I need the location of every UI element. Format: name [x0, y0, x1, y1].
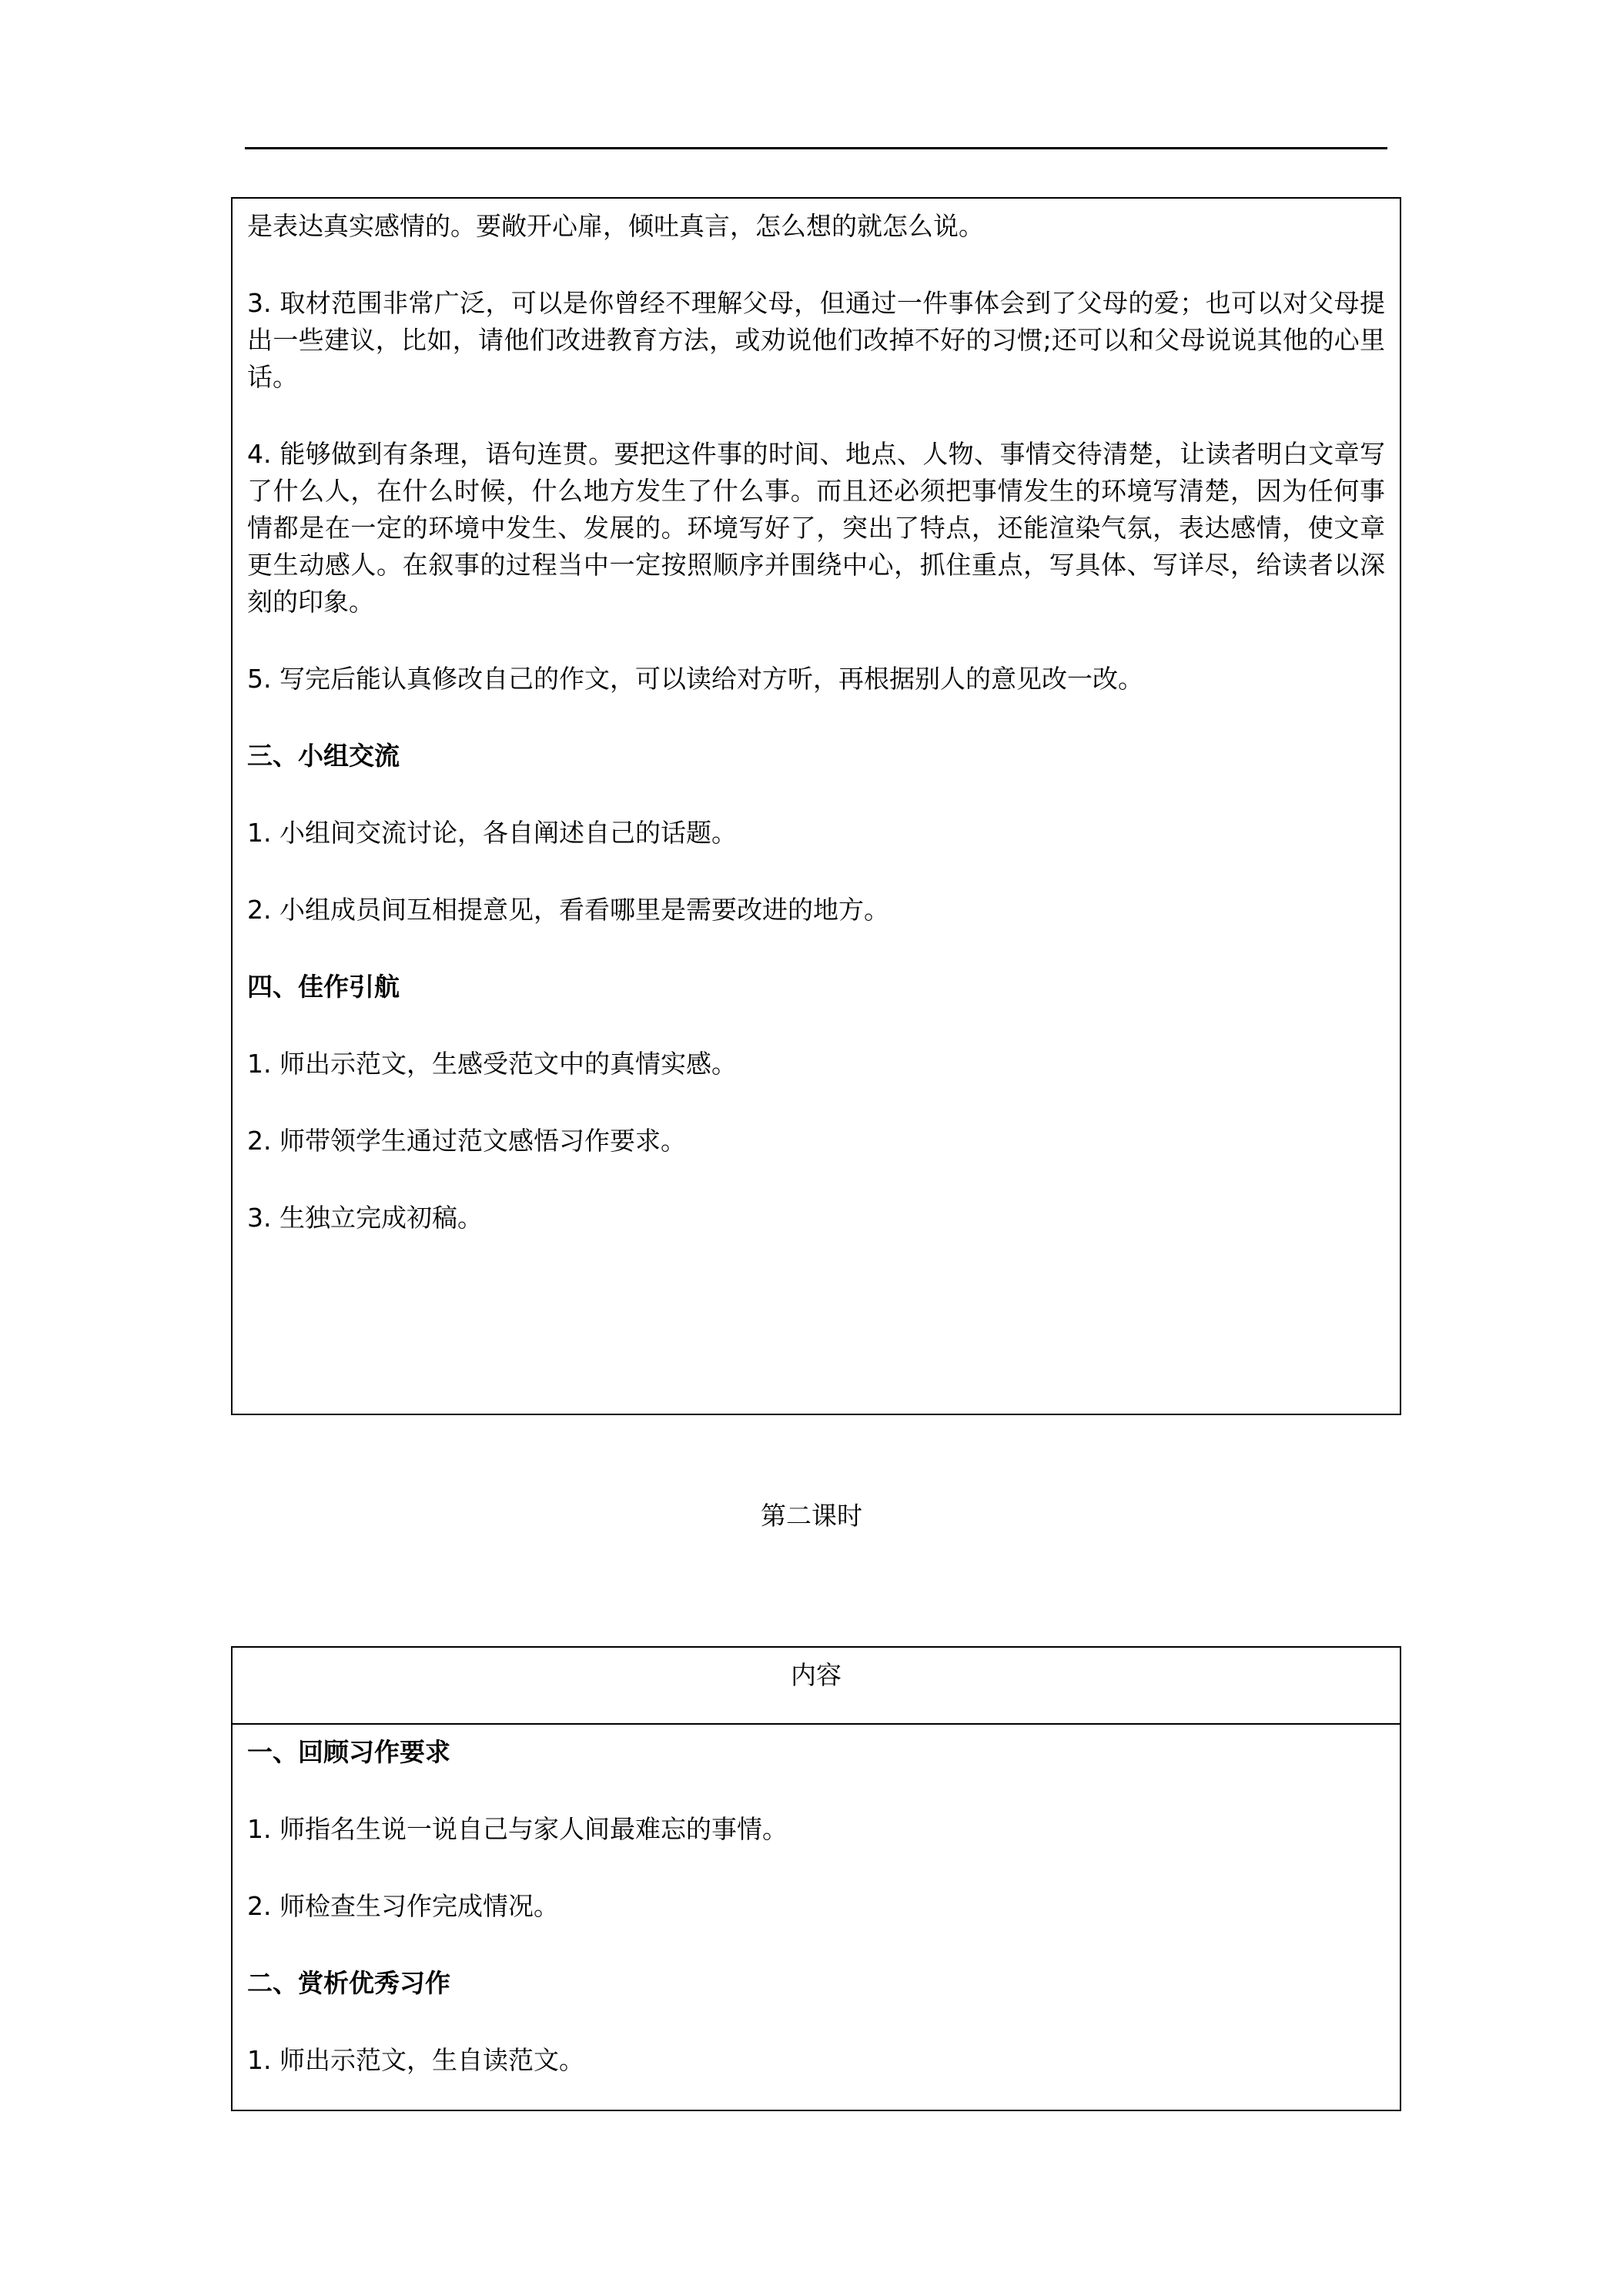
paragraph-item-4: 4. 能够做到有条理，语句连贯。要把这件事的时间、地点、人物、事情交待清楚，让读者明白文章写了什么人，在什么时候，什么地方发生了什么事。而且还必须把事情发生的环境写清楚，因为任何事情都是在一定的环境中发生、发展的。环境写好了，突出了特点，还能渲染气氛，表达感情，使文章更生动感人。在叙事的过程当中一定按照顺序并围绕中心，抓住重点，写具体、写详尽，给读者以深刻的印象。: [247, 439, 1385, 617]
paragraph-model-2: 2. 师带领学生通过范文感悟习作要求。: [247, 1126, 686, 1156]
paragraph-intro: 是表达真实感情的。要敞开心扉，倾吐真言，怎么想的就怎么说。: [247, 211, 984, 241]
table-header-cell: 内容: [233, 1648, 1400, 1725]
section-heading-appreciation: 二、赏析优秀习作: [247, 1968, 450, 1998]
paragraph-review-1: 1. 师指名生说一说自己与家人间最难忘的事情。: [247, 1814, 788, 1844]
section-heading-model-essay: 四、佳作引航: [247, 972, 400, 1002]
paragraph-discussion-1: 1. 小组间交流讨论，各自阐述自己的话题。: [247, 818, 737, 848]
paragraph-review-2: 2. 师检查生习作完成情况。: [247, 1891, 559, 1921]
paragraph-item-5: 5. 写完后能认真修改自己的作文，可以读给对方听，再根据别人的意见改一改。: [247, 664, 1143, 694]
paragraph-appreciation-1: 1. 师出示范文，生自读范文。: [247, 2045, 584, 2075]
content-table-lesson-2: [231, 1646, 1401, 2111]
paragraph-discussion-2: 2. 小组成员间互相提意见，看看哪里是需要改进的地方。: [247, 895, 889, 925]
lesson-title: 第二课时: [761, 1501, 862, 1531]
header-rule: [245, 147, 1387, 149]
paragraph-model-1: 1. 师出示范文，生感受范文中的真情实感。: [247, 1049, 737, 1079]
section-heading-group-discussion: 三、小组交流: [247, 741, 400, 771]
paragraph-model-3: 3. 生独立完成初稿。: [247, 1203, 483, 1233]
table-body-cell: [233, 1725, 1400, 2079]
section-heading-review: 一、回顾习作要求: [247, 1737, 450, 1767]
content-table-lesson-1: [231, 197, 1401, 1415]
paragraph-item-3: 3. 取材范围非常广泛，可以是你曾经不理解父母，但通过一件事体会到了父母的爱；也可以对父母提出一些建议，比如，请他们改进教育方法，或劝说他们改掉不好的习惯;还可以和父母说说其他的心里话。: [247, 288, 1385, 392]
